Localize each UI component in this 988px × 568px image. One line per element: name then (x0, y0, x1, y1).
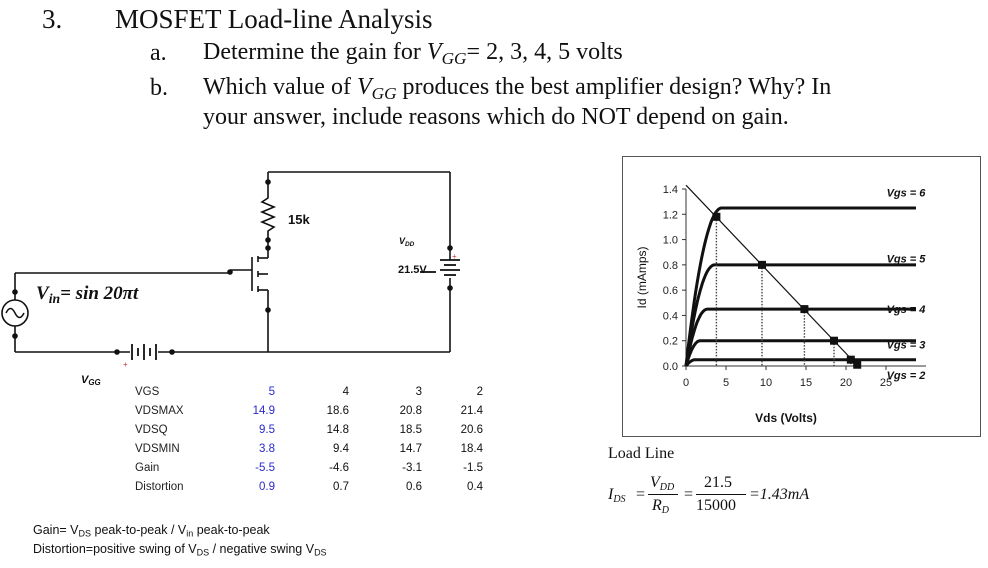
vdd-label: $V_{DD}$ (399, 236, 415, 248)
x-axis-label: Vds (Volts) (755, 411, 817, 425)
y-tick-label: 0.8 (662, 259, 678, 272)
x-tick-label: 0 (682, 377, 690, 389)
series-label: Vgs = 6 (886, 187, 926, 200)
operating-point (800, 305, 808, 313)
table-row: VGS 5 4 3 2 (135, 386, 483, 398)
x-tick-label: 5 (722, 377, 730, 389)
y-tick-label: 1.2 (662, 209, 678, 222)
operating-point (830, 337, 838, 345)
question-number: 3. (42, 4, 63, 34)
series-line (686, 309, 916, 366)
y-tick-label: 1.0 (662, 234, 678, 247)
vgg-label: $V_{GG}$ (81, 374, 101, 388)
part-b-letter: b. (150, 75, 168, 101)
x-tick-label: 15 (799, 377, 813, 389)
iv-chart (622, 156, 981, 437)
part-b-text-line2: your answer, include reasons which do NOT depend on gain. (203, 104, 789, 130)
vin-label: $V_{in}= \sin 20\pi t$ (36, 283, 139, 306)
series-label: Vgs = 4 (886, 304, 926, 317)
series-line (686, 341, 916, 366)
series-label: Vgs = 3 (886, 339, 926, 352)
y-tick-label: 0.0 (662, 361, 678, 373)
x-tick-label: 10 (759, 377, 773, 389)
part-a-text: Determine the gain for $V_{GG}= 2$, 3, 4, 5 volts (203, 39, 623, 68)
series-line (686, 265, 916, 366)
vgg-plus-sign: + (123, 360, 128, 369)
y-tick-label: 0.6 (662, 285, 678, 298)
question-title: MOSFET Load-line Analysis (115, 4, 433, 34)
vgg-battery-icon (132, 344, 156, 360)
operating-point (712, 213, 720, 221)
part-b-text: Which value of $V_{GG}$ produces the best amplifier design? Why? In (203, 74, 832, 103)
x-tick-label: 25 (879, 377, 893, 389)
y-tick-label: 1.4 (662, 184, 678, 196)
resistor-label: 15k (288, 212, 310, 227)
x-tick-label: 20 (839, 377, 853, 389)
table-row: Gain -5.5 -4.6 -3.1 -1.5 (135, 462, 483, 474)
part-a-letter: a. (150, 40, 167, 66)
operating-point (758, 261, 766, 269)
table-row: Distortion 0.9 0.7 0.6 0.4 (135, 481, 483, 493)
operating-point (853, 361, 861, 369)
drain-resistor (262, 192, 274, 240)
loadline-heading: Load Line (608, 445, 675, 462)
series-label: Vgs = 5 (886, 253, 926, 266)
vdd-plus-sign: + (452, 252, 457, 261)
series-line (686, 360, 916, 366)
table-row: VDSMIN 3.8 9.4 14.7 18.4 (135, 443, 483, 455)
series-line (686, 208, 916, 366)
y-axis-label: Id (mAmps) (635, 246, 649, 309)
table-row: VDSQ 9.5 14.8 18.5 20.6 (135, 424, 483, 436)
distortion-definition: Distortion=positive swing of $V_{DS}$ / negative swing $V_{DS}$ (33, 542, 327, 558)
y-tick-label: 0.4 (662, 310, 678, 323)
gain-definition: Gain= $V_{DS}$ peak-to-peak / $V_{in}$ peak-to-peak (33, 523, 270, 539)
series-label: Vgs = 2 (886, 369, 926, 382)
y-tick-label: 0.2 (662, 335, 678, 348)
loadline-formula: $I_{DS}$ = $V_{DD}$ $R_D$ = 21.5 15000 =1.43mA (608, 474, 810, 516)
vdd-value: 21.5V (398, 264, 427, 276)
table-row: VDSMAX 14.9 18.6 20.8 21.4 (135, 405, 483, 417)
